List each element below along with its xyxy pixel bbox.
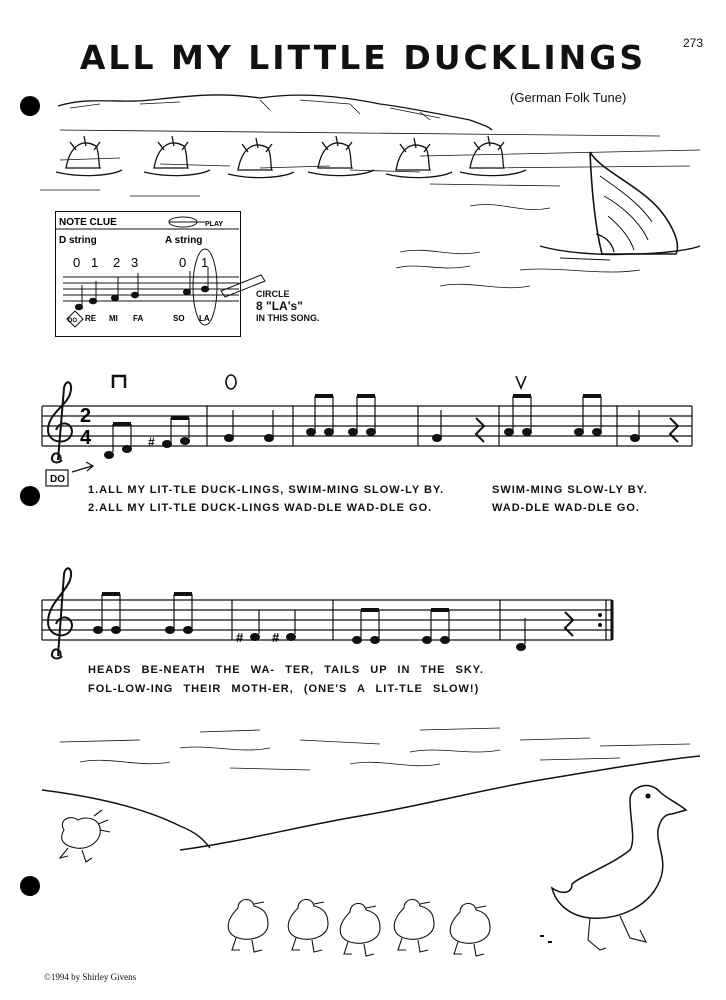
lyric-verse1-line1: 1.ALL MY LIT-TLE DUCK-LINGS, SWIM-MING SLOW-LY BY. (88, 484, 445, 496)
circle-note (256, 288, 320, 324)
do-label-staff: DO (50, 474, 65, 485)
music-staff-1 (0, 360, 726, 490)
note-name-fa: FA (133, 314, 144, 323)
note-name-mi: MI (109, 314, 118, 323)
note-clue-diagram (55, 211, 275, 337)
finger-0-a: 0 (179, 255, 187, 270)
time-signature-top: 2 (80, 405, 92, 427)
lyric-verse2-line1b: WAD-DLE WAD-DLE GO. (492, 502, 640, 514)
copyright-credit: ©1994 by Shirley Givens (44, 972, 137, 982)
circle-note-line3: IN THIS SONG. (256, 313, 320, 323)
note-name-la: LA (199, 314, 210, 323)
note-name-so: SO (173, 314, 185, 323)
circle-note-line1: CIRCLE (256, 289, 290, 299)
music-staff-2 (0, 560, 726, 670)
note-clue-heading: NOTE CLUE (59, 217, 117, 228)
time-signature-bottom: 4 (80, 427, 92, 449)
sharp-sign: # (148, 435, 155, 449)
a-string-label: A string (165, 235, 203, 246)
ducklings-walking-illustration (0, 710, 726, 970)
finger-0-d: 0 (73, 255, 81, 270)
svg-text:#: # (272, 630, 280, 645)
song-subtitle: (German Folk Tune) (510, 90, 627, 105)
do-label-clue: DO (68, 318, 77, 324)
finger-1-a: 1 (201, 255, 209, 270)
lyric-verse2-line2: FOL-LOW-ING THEIR MOTH-ER, (ONE'S A LIT-TLE SLOW!) (88, 683, 480, 695)
d-string-label: D string (59, 235, 97, 246)
play-label: PLAY (205, 221, 224, 228)
lyric-verse1-line1b: SWIM-MING SLOW-LY BY. (492, 484, 648, 496)
page-number: 273 (683, 36, 704, 50)
finger-2-d: 2 (113, 255, 121, 270)
svg-text:#: # (236, 630, 244, 645)
finger-3-d: 3 (131, 255, 139, 270)
lyric-verse2-line1: 2.ALL MY LIT-TLE DUCK-LINGS WAD-DLE WAD-DLE GO. (88, 502, 433, 514)
circle-note-line2: 8 "LA's" (256, 299, 303, 313)
lyric-verse1-line2: HEADS BE-NEATH THE WA- TER, TAILS UP IN THE SKY. (88, 664, 484, 676)
song-title: ALL MY LITTLE DUCKLINGS (79, 38, 647, 77)
note-name-re: RE (85, 314, 97, 323)
finger-1-d: 1 (91, 255, 99, 270)
